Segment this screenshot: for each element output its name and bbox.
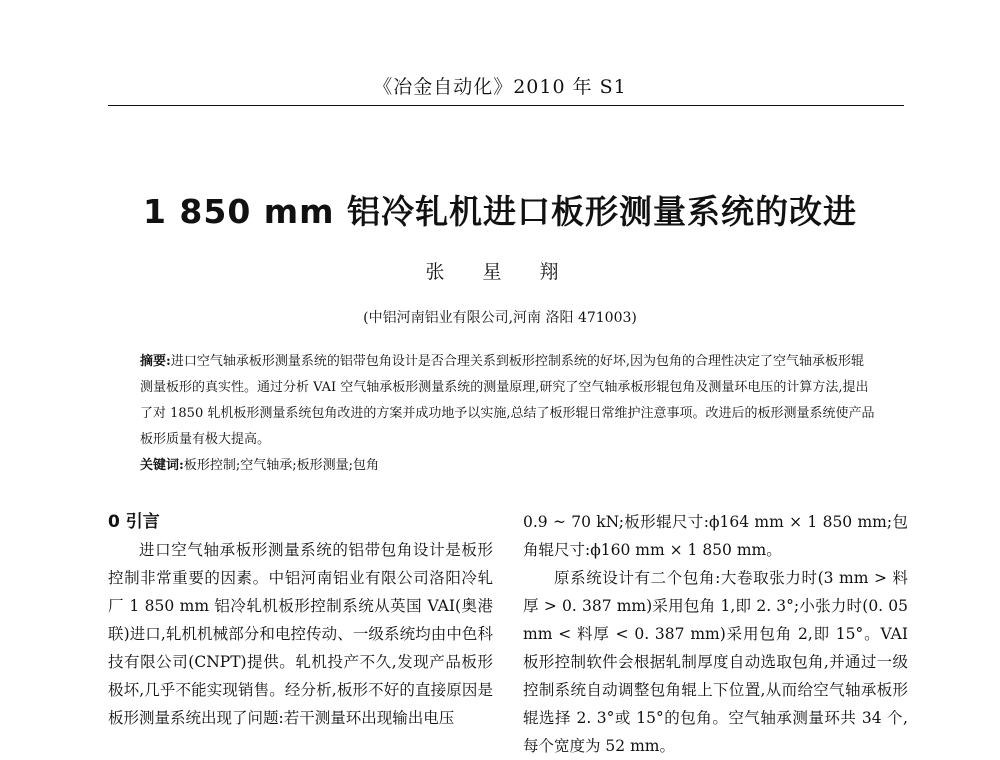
- affiliation: (中铝河南铝业有限公司,河南 洛阳 471003): [363, 310, 637, 326]
- abstract-paragraph: [140, 349, 875, 453]
- header-rule: [108, 105, 904, 106]
- keywords-text: 板形控制;空气轴承;板形测量;包角: [183, 458, 379, 473]
- left-column: [108, 508, 493, 732]
- keywords-paragraph: [140, 453, 875, 479]
- right-paragraph-1: 0.9 ~ 70 kN;板形辊尺寸:ϕ164 mm × 1 850 mm;包角辊尺寸:ϕ160 mm × 1 850 mm。: [523, 513, 908, 559]
- section-heading: 0 引言: [108, 512, 160, 532]
- article-title: 1 850 mm 铝冷轧机进口板形测量系统的改进: [142, 192, 858, 231]
- right-paragraph-2: 原系统设计有二个包角:大卷取张力时(3 mm > 料厚 > 0. 387 mm)采用包角 1,即 2. 3°;小张力时(0. 05 mm < 料厚 < 0. 387 mm)采用包角 2,即 15°。VAI 板形控制软件会根据轧制厚度自动选取包角,并通过一级控制系统自动调整包角辊上下位置,从而给空气轴承板形辊选择 2. 3°或 15°的包角。空气轴承测量环共 34 个,每个宽度为 52 mm。: [523, 569, 908, 755]
- right-column: [523, 508, 908, 760]
- author-name: 张 星 翔: [425, 261, 575, 283]
- keywords-label: 关键词:: [140, 458, 184, 473]
- abstract-block: [140, 349, 875, 479]
- abstract-label: 摘要:: [140, 354, 171, 369]
- journal-header: 《冶金自动化》2010 年 S1: [373, 76, 627, 98]
- left-paragraph: 进口空气轴承板形测量系统的铝带包角设计是板形控制非常重要的因素。中铝河南铝业有限公司洛阳冷轧厂 1 850 mm 铝冷轧机板形控制系统从英国 VAI(奥港联)进口,轧机机械部分和电控传动、一级系统均由中色科技有限公司(CNPT)提供。轧机投产不久,发现产品板形极坏,几乎不能实现销售。经分析,板形不好的直接原因是板形测量系统出现了问题:若干测量环出现输出电压: [108, 541, 493, 727]
- abstract-text: 进口空气轴承板形测量系统的铝带包角设计是否合理关系到板形控制系统的好坏,因为包角的合理性决定了空气轴承板形辊测量板形的真实性。通过分析 VAI 空气轴承板形测量系统的测量原理,研究了空气轴承板形辊包角及测量环电压的计算方法,提出了对 1850 轧机板形测量系统包角改进的方案并成功地予以实施,总结了板形辊日常维护注意事项。改进后的板形测量系统使产品板形质量有极大提高。: [140, 354, 875, 447]
